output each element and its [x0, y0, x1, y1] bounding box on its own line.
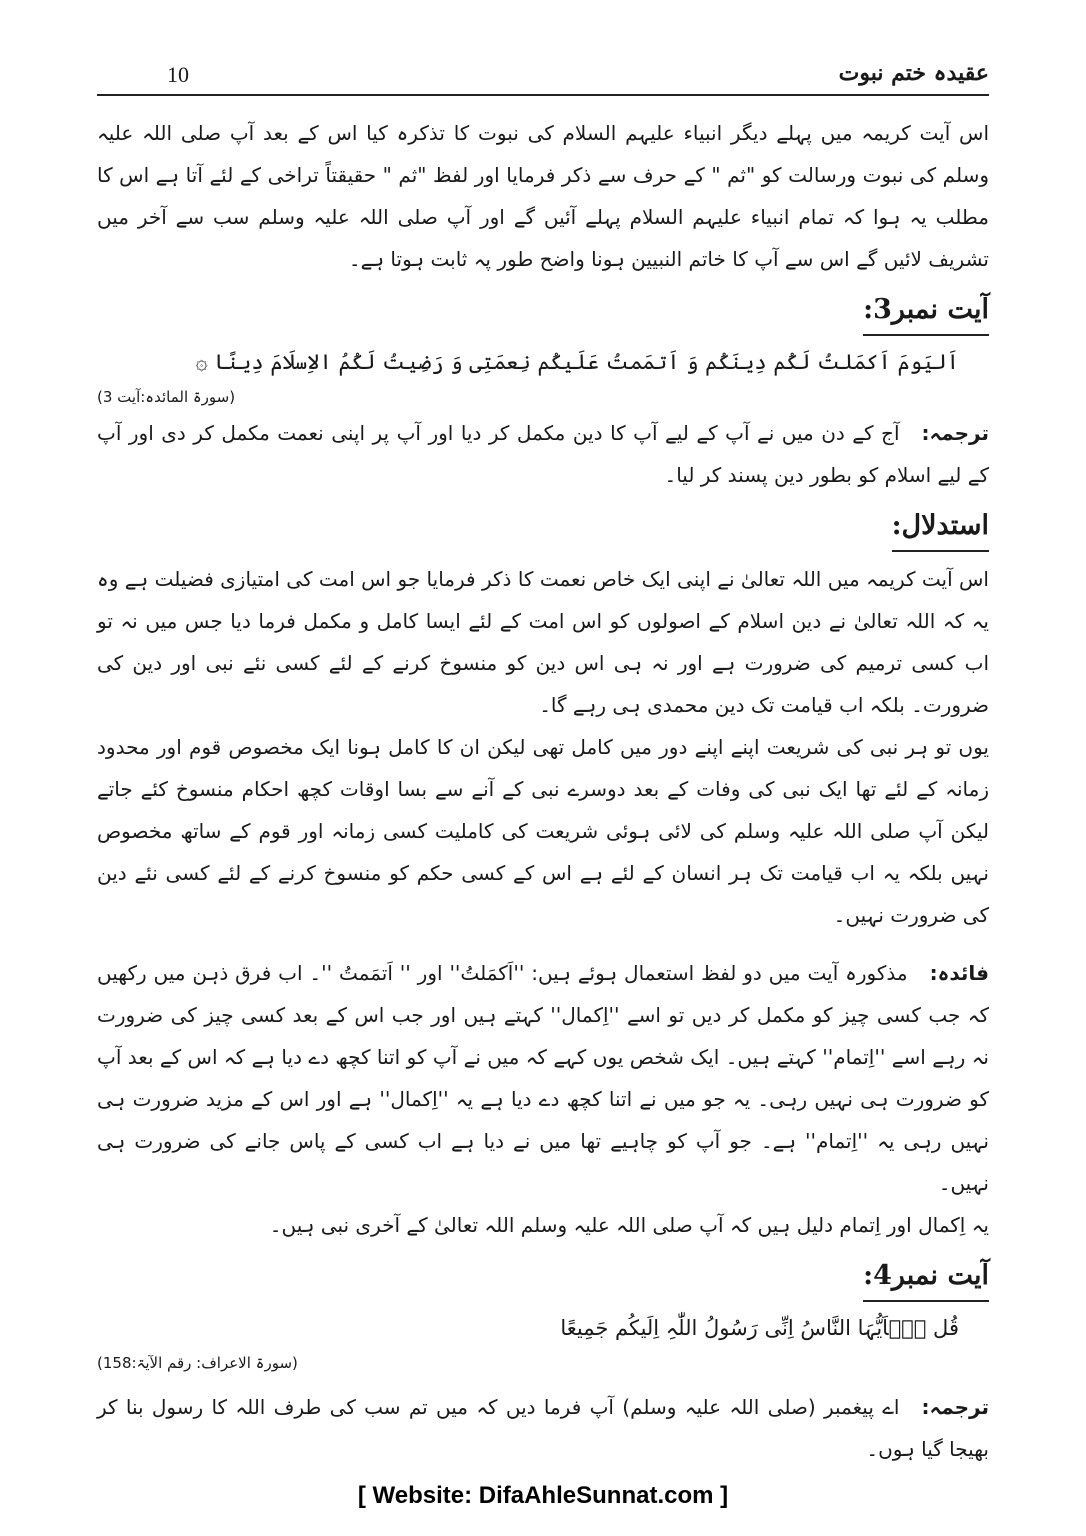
istidlal-paragraph-1: اس آیت کریمہ میں اللہ تعالیٰ نے اپنی ایک خاص نعمت کا ذکر فرمایا جو اس امت کی امتیازی فضیلت ہے وہ یہ کہ اللہ تعالیٰ نے دین اسلام کے اصولوں کو اس امت کے لئے ایسا کامل و مکمل فرما دیا جس میں نہ تو اب کسی ترمیم کی ضرورت ہے اور نہ ہی اس دین کو منسوخ کرنے کے لئے کسی نئے نبی اور دین کی ضرورت۔ بلکہ اب قیامت تک دین محمدی ہی رہے گا۔ — [97, 567, 989, 717]
page-header — [97, 58, 989, 96]
translation-label: ترجمہ: — [921, 421, 989, 445]
ayat-4-reference: (سورۃ الاعراف: رقم الآیۃ:158) — [97, 1354, 298, 1372]
website-footer: [ Website: DifaAhleSunnat.com ] — [357, 1482, 729, 1509]
translation-label: ترجمہ: — [921, 1395, 989, 1419]
faida-text: مذکورہ آیت میں دو لفظ استعمال ہوئے ہیں: ''اَکمَلتُ'' اور '' اَتمَمتُ ''۔ اب فرق ذہن میں رکھیں کہ جب کسی چیز کو مکمل کر دیں تو اسے ''اِکمال'' کہتے ہیں اور جب اس کے بعد کسی چیز کی ضرورت نہ رہے اسے ''اِتمام'' کہتے ہیں۔ ایک شخص یوں کہے کہ میں نے آپ کو اتنا کچھ دے دیا ہے کہ اس کے بعد آپ کو ضرورت ہی نہیں رہی۔ یہ جو میں نے اتنا کچھ دے دیا ہے یہ ''اِکمال'' ہے اور اس کے مزید ضرورت ہی نہیں رہی یہ ''اِتمام'' ہے۔ جو آپ کو چاہیے تھا میں نے دیا ہے اب کسی کے پاس جانے کی ضرورت ہی نہیں۔ — [97, 961, 989, 1195]
istidlal-heading: استدلال: — [892, 506, 989, 552]
book-title: عقیدہ ختم نبوت — [838, 60, 989, 86]
ayat-3-heading: آیت نمبر3: — [863, 290, 989, 336]
intro-paragraph: اس آیت کریمہ میں پہلے دیگر انبیاء علیہم السلام کی نبوت کا تذکرہ کیا اس کے بعد آپ صلی اللہ علیہ وسلم کی نبوت ورسالت کو "ثم " کے حرف سے ذکر فرمایا اور لفظ "ثم " حقیقتاً تراخی کے لئے آتا ہے اس کا مطلب یہ ہوا کہ تمام انبیاء علیہم السلام پہلے آئیں گے اور آپ صلی اللہ علیہ وسلم سب سے آخر میں تشریف لائیں گے اس سے آپ کا خاتم النبیین ہونا واضح طور پہ ثابت ہوتا ہے۔ — [97, 121, 989, 271]
ayat-3-translation — [97, 412, 989, 496]
translation-text: اے پیغمبر (صلی اللہ علیہ وسلم) آپ فرما دیں کہ میں تم سب کی طرف اللہ کا رسول بنا کر بھیجا گیا ہوں۔ — [97, 1395, 989, 1461]
faida-label: فائدہ: — [929, 961, 989, 985]
ayat-4-arabic: قُل یٰۤاَیُّہَا النَّاسُ اِنِّی رَسُولُ اللّٰہِ اِلَیکُم جَمِیعًا — [560, 1316, 959, 1340]
ayat-3-arabic: اَلیَومَ اَکمَلتُ لَکُم دِینَکُم وَ اَتمَمتُ عَلَیکُم نِعمَتِی وَ رَضِیتُ لَکُمُ الاِسلَامَ دِینًا ۞ — [195, 350, 959, 374]
page-content — [97, 112, 989, 1470]
faida-conclusion: یہ اِکمال اور اِتمام دلیل ہیں کہ آپ صلی اللہ علیہ وسلم اللہ تعالیٰ کے آخری نبی ہیں۔ — [269, 1213, 989, 1237]
istidlal-paragraph-2: یوں تو ہر نبی کی شریعت اپنے اپنے دور میں کامل تھی لیکن ان کا کامل ہونا ایک مخصوص قوم اور محدود زمانہ کے لئے تھا ایک نبی کی وفات کے بعد دوسرے نبی کے آنے سے بسا اوقات کچھ احکام منسوخ کئے جاتے لیکن آپ صلی اللہ علیہ وسلم کی لائی ہوئی شریعت کی کاملیت کسی زمانہ اور قوم کے ساتھ مخصوص نہیں بلکہ یہ اب قیامت تک ہر انسان کے لئے ہے اس کے کسی حکم کو منسوخ کرنے کے لئے کسی نئے دین کی ضرورت نہیں۔ — [97, 735, 989, 927]
ayat-4-translation — [97, 1386, 989, 1470]
page-number: 10 — [167, 62, 189, 87]
ayat-4-heading: آیت نمبر4: — [863, 1256, 989, 1302]
faida-paragraph — [97, 952, 989, 1204]
translation-text: آج کے دن میں نے آپ کے لیے آپ کا دین مکمل کر دیا اور آپ پر اپنی نعمت مکمل کر دی اور آپ کے لیے اسلام کو بطور دین پسند کر لیا۔ — [97, 421, 989, 487]
ayat-3-reference: (سورۃ المائدہ:آیت 3) — [97, 388, 236, 406]
